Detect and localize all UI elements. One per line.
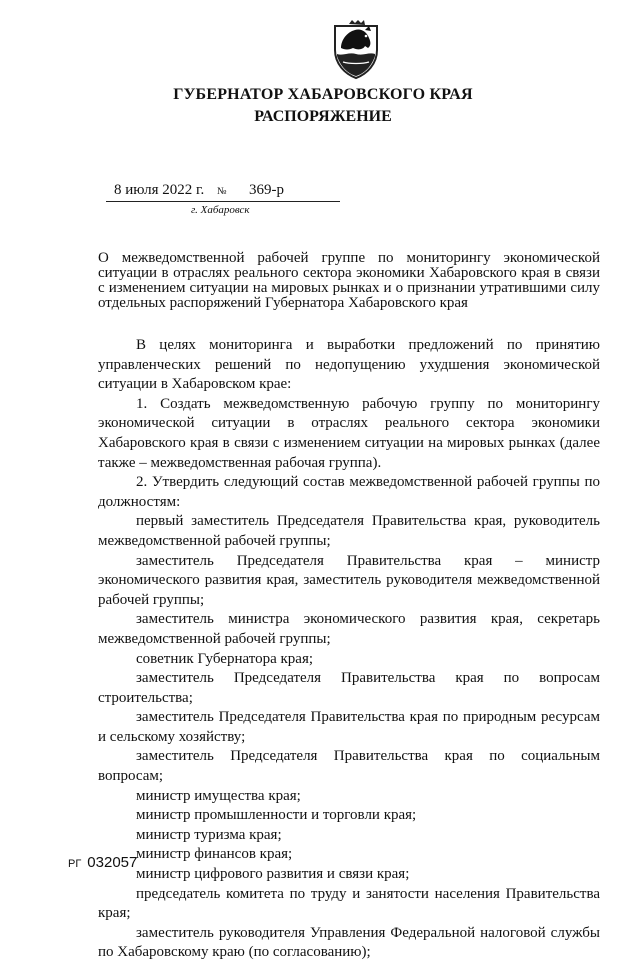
list-item: первый заместитель Председателя Правительства края, руководитель межведомственной рабочей группы; [98,513,600,549]
list-item: заместитель министра экономического развития края, секретарь межведомственной рабочей группы; [98,611,600,647]
list-item: министр цифрового развития и связи края; [136,866,410,883]
list-item: заместитель Председателя Правительства края по вопросам строительства; [98,670,600,706]
list-item: заместитель Председателя Правительства края – министр экономического развития края, заместитель руководителя межведомственной рабочей группы; [98,552,600,608]
form-serial [68,854,137,871]
paragraph: В целях мониторинга и выработки предложений по принятию управленческих решений по недопущению ухудшения экономической ситуации в Хабаровском крае: [98,337,600,393]
document-body [98,336,600,963]
list-item: министр туризма края; [136,826,282,843]
list-item: министр имущества края; [136,787,301,804]
document-number: 369-р [249,182,284,198]
paragraph: 2. Утвердить следующий состав межведомственной рабочей группы по должностям: [98,474,600,510]
form-serial-number: 032057 [87,854,138,871]
form-series: РГ [68,858,82,870]
document-subject: О межведомственной рабочей группе по мониторингу экономической ситуации в отраслях реального сектора экономики Хабаровского края в связи с изменением ситуации на мировых рынках и о признании утратившими силу отдельных распоряжений Губернатора Хабаровского края [98,250,600,311]
paragraph: 1. Создать межведомственную рабочую группу по мониторингу экономической ситуации в отраслях реального сектора экономики Хабаровского края в связи с изменением ситуации на мировых рынках (далее также – межведомственная рабочая группа). [98,395,600,471]
list-item: советник Губернатора края; [136,650,314,667]
document-date: 8 июля 2022 г. [114,182,205,198]
document-type-title: РАСПОРЯЖЕНИЕ [254,108,392,125]
document-city: г. Хабаровск [191,204,250,216]
list-item: министр финансов края; [136,846,293,863]
list-item: заместитель руководителя Управления Федеральной налоговой службы по Хабаровскому краю (по согласованию); [98,924,600,961]
coat-of-arms-icon [331,20,381,80]
date-number-line [106,181,340,202]
list-item: председатель комитета по труду и занятости населения Правительства края; [98,885,600,922]
number-label: № [217,186,227,197]
authority-title: ГУБЕРНАТОР ХАБАРОВСКОГО КРАЯ [173,86,473,103]
list-item: министр промышленности и торговли края; [136,807,417,824]
list-item: заместитель Председателя Правительства края по природным ресурсам и сельскому хозяйству; [98,709,600,745]
list-item: заместитель Председателя Правительства края по социальным вопросам; [98,748,600,785]
